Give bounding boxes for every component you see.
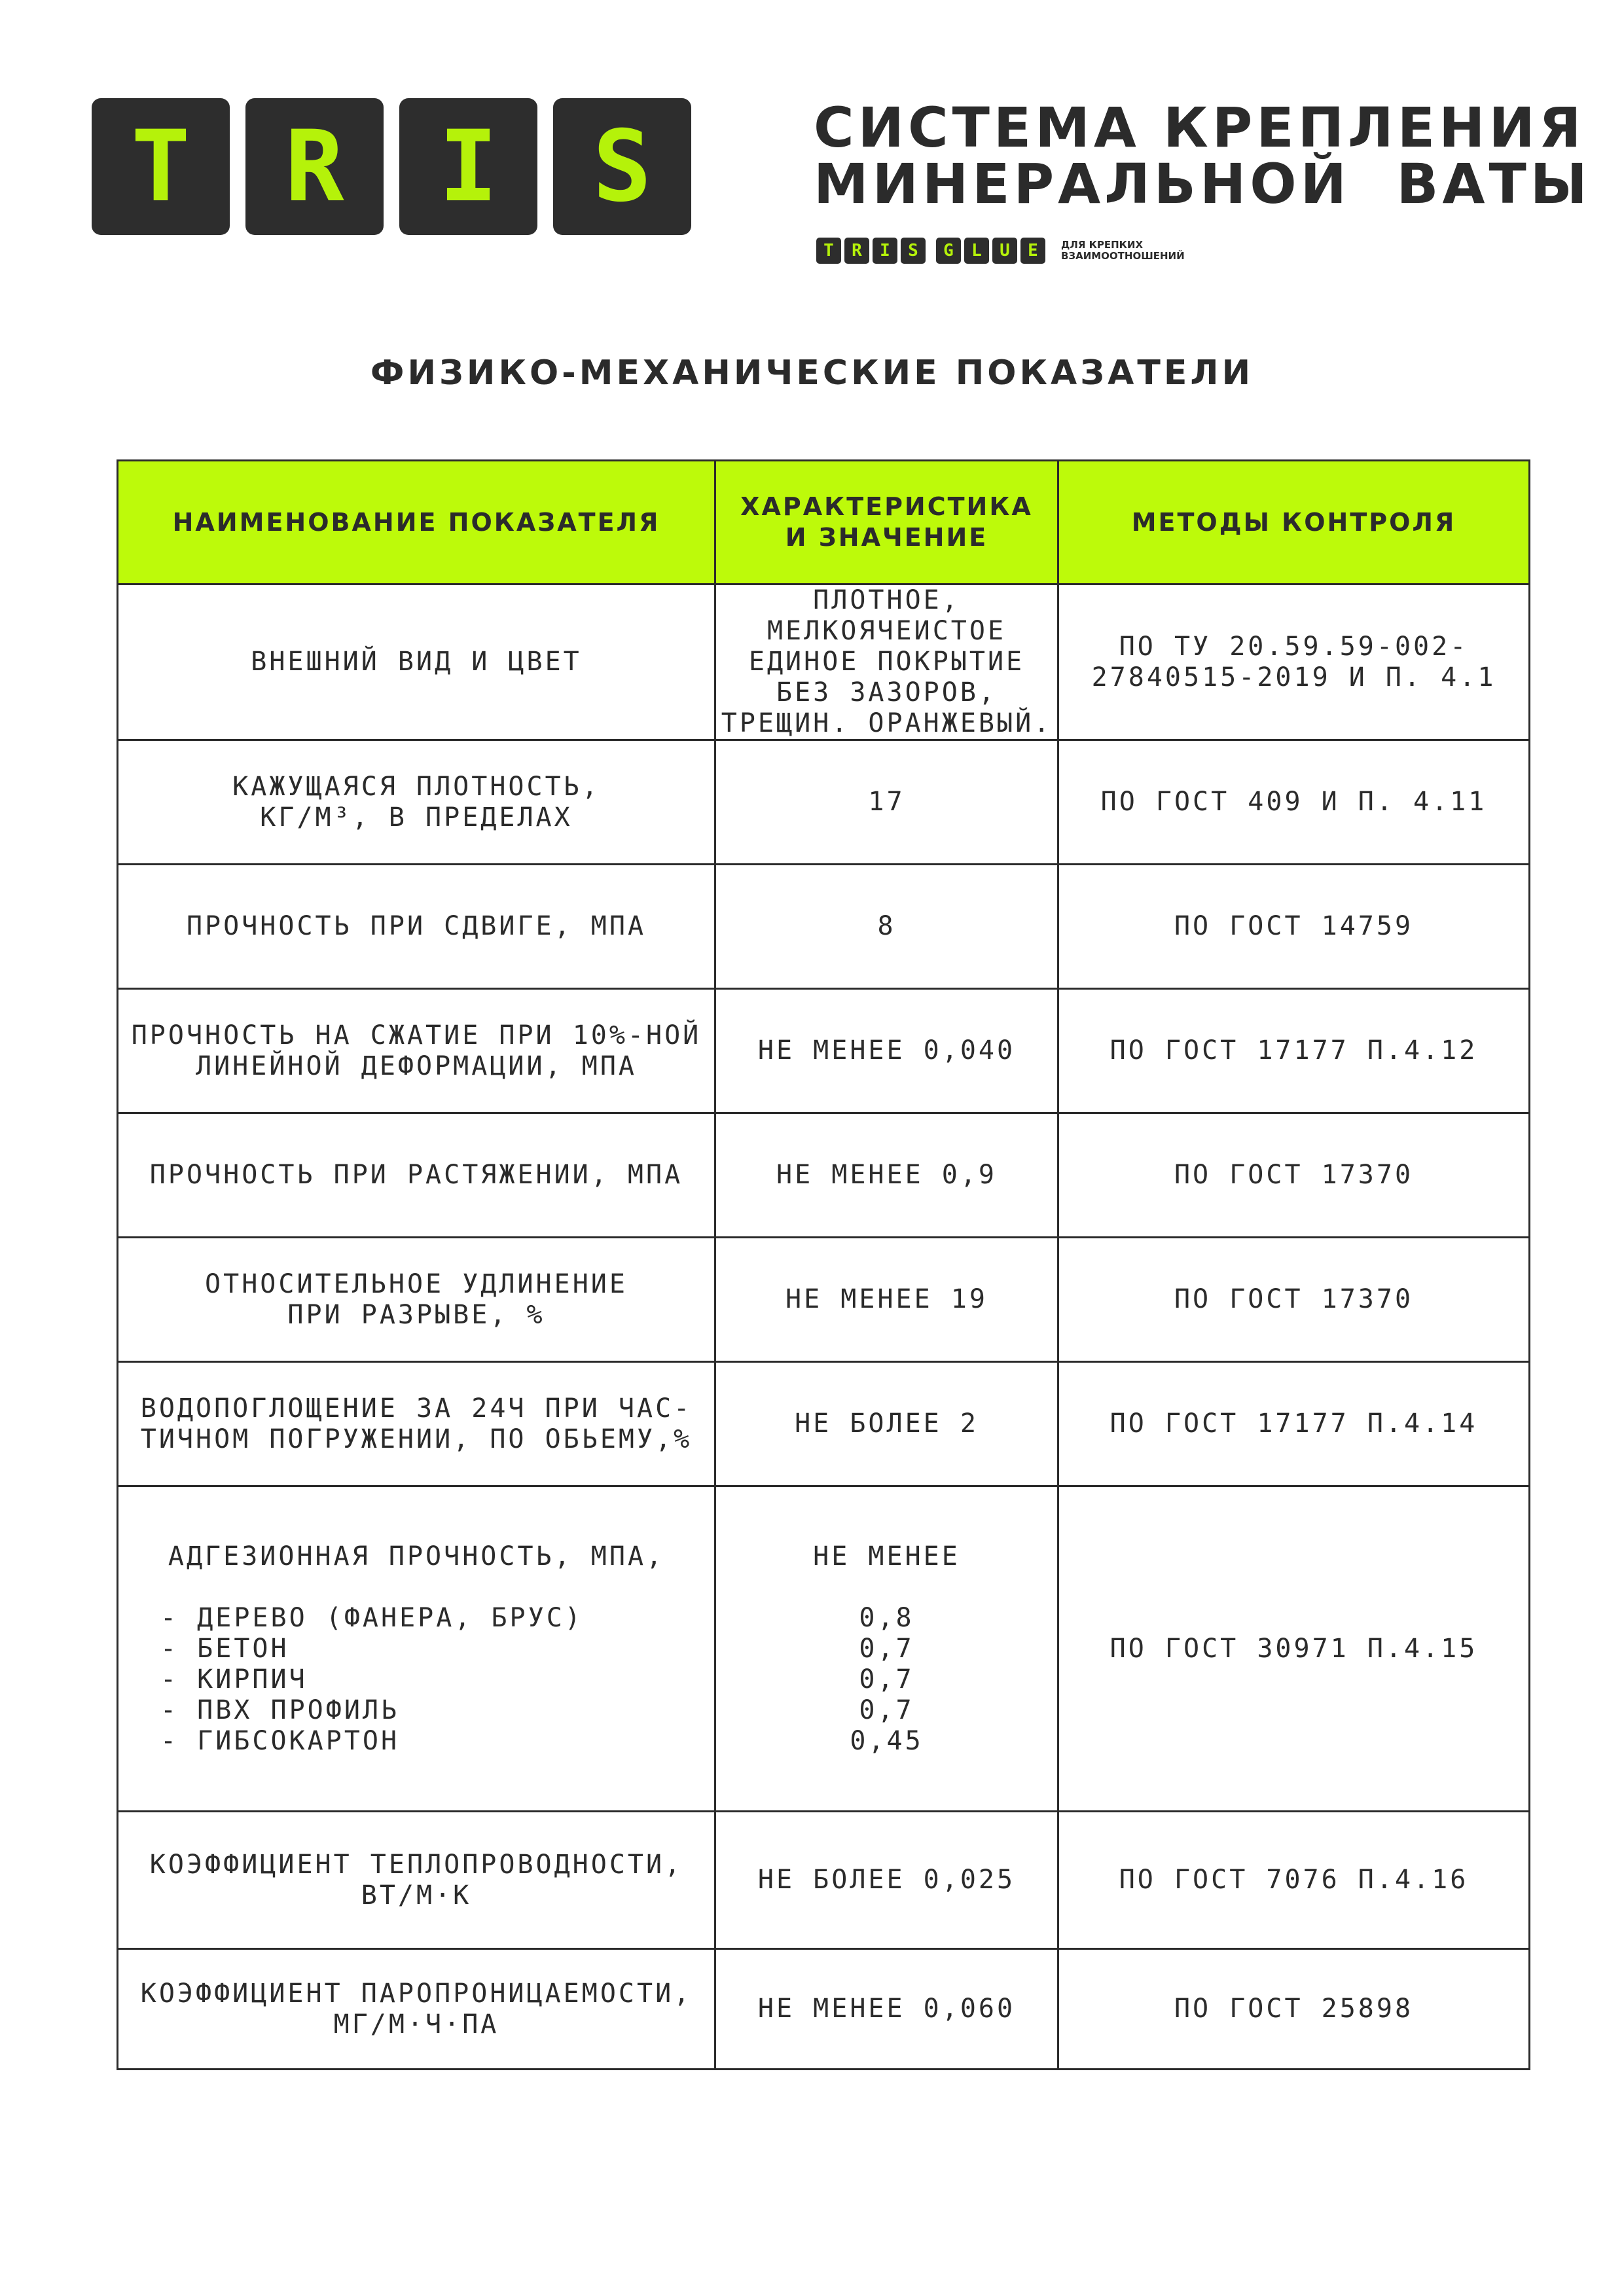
adhesion-values: 0,8 0,7 0,7 0,7 0,45 <box>850 1602 924 1756</box>
adhesion-value-header: НЕ МЕНЕЕ <box>813 1541 960 1571</box>
row-name: ОТНОСИТЕЛЬНОЕ УДЛИНЕНИЕ ПРИ РАЗРЫВЕ, % <box>118 1238 715 1362</box>
row-value: НЕ МЕНЕЕ 0,040 <box>715 989 1058 1113</box>
title-line-1: СИСТЕМА КРЕПЛЕНИЯ <box>814 96 1585 160</box>
row-method: ПО ГОСТ 7076 П.4.16 <box>1058 1812 1530 1949</box>
section-title: ФИЗИКО-МЕХАНИЧЕСКИЕ ПОКАЗАТЕЛИ <box>370 353 1254 393</box>
header-name: НАИМЕНОВАНИЕ ПОКАЗАТЕЛЯ <box>118 461 715 584</box>
row-name <box>118 1486 715 1812</box>
logo-tile-i: I <box>399 98 537 235</box>
row-value: ПЛОТНОЕ, МЕЛКОЯЧЕИСТОЕ ЕДИНОЕ ПОКРЫТИЕ БЕЗ ЗАЗОРОВ, ТРЕЩИН. ОРАНЖЕВЫЙ. <box>715 584 1058 740</box>
row-method: ПО ГОСТ 17177 П.4.14 <box>1058 1362 1530 1486</box>
row-value: НЕ МЕНЕЕ 0,9 <box>715 1113 1058 1238</box>
row-name: ПРОЧНОСТЬ ПРИ РАСТЯЖЕНИИ, МПА <box>118 1113 715 1238</box>
spec-table <box>117 459 1530 2070</box>
row-name: ВНЕШНИЙ ВИД И ЦВЕТ <box>118 584 715 740</box>
row-value <box>715 1486 1058 1812</box>
adhesion-materials: - ДЕРЕВО (ФАНЕРА, БРУС) - БЕТОН - КИРПИЧ - ПВХ ПРОФИЛЬ - ГИБСОКАРТОН <box>160 1602 583 1756</box>
tagline <box>1061 240 1212 262</box>
brand-tile: U <box>992 238 1017 264</box>
brand-tile: E <box>1020 238 1045 264</box>
table-row <box>118 1238 1530 1362</box>
row-name: КОЭФФИЦИЕНТ ТЕПЛОПРОВОДНОСТИ, ВТ/М·К <box>118 1812 715 1949</box>
brand-tiles-glue <box>936 238 1045 264</box>
row-method: ПО ГОСТ 409 И П. 4.11 <box>1058 740 1530 865</box>
row-value: НЕ БОЛЕЕ 2 <box>715 1362 1058 1486</box>
table-row <box>118 584 1530 740</box>
logo-tile-r: R <box>245 98 384 235</box>
table-row <box>118 989 1530 1113</box>
row-value: НЕ МЕНЕЕ 0,060 <box>715 1949 1058 2070</box>
adhesion-title: АДГЕЗИОННАЯ ПРОЧНОСТЬ, МПА, <box>168 1541 665 1571</box>
row-method: ПО ГОСТ 25898 <box>1058 1949 1530 2070</box>
logo-tile-s: S <box>553 98 691 235</box>
tagline-line-1: ДЛЯ КРЕПКИХ <box>1061 239 1144 251</box>
brand-tile: S <box>901 238 926 264</box>
table-row <box>118 1113 1530 1238</box>
brand-subline <box>816 238 1212 264</box>
row-name: ПРОЧНОСТЬ НА СЖАТИЕ ПРИ 10%-НОЙ ЛИНЕЙНОЙ ДЕФОРМАЦИИ, МПА <box>118 989 715 1113</box>
table-row <box>118 865 1530 989</box>
row-method: ПО ГОСТ 14759 <box>1058 865 1530 989</box>
row-name: КАЖУЩАЯСЯ ПЛОТНОСТЬ, КГ/М³, В ПРЕДЕЛАХ <box>118 740 715 865</box>
row-method: ПО ТУ 20.59.59-002- 27840515-2019 И П. 4.1 <box>1058 584 1530 740</box>
tris-logo <box>92 98 691 235</box>
row-value: НЕ БОЛЕЕ 0,025 <box>715 1812 1058 1949</box>
title-line-2: МИНЕРАЛЬНОЙ ВАТЫ <box>814 152 1591 216</box>
row-method: ПО ГОСТ 17370 <box>1058 1113 1530 1238</box>
row-value: 17 <box>715 740 1058 865</box>
row-name: ВОДОПОГЛОЩЕНИЕ ЗА 24Ч ПРИ ЧАС- ТИЧНОМ ПОГРУЖЕНИИ, ПО ОБЬЕМУ,% <box>118 1362 715 1486</box>
row-method: ПО ГОСТ 17177 П.4.12 <box>1058 989 1530 1113</box>
brand-tile: I <box>873 238 897 264</box>
brand-tile: L <box>964 238 989 264</box>
row-method: ПО ГОСТ 17370 <box>1058 1238 1530 1362</box>
table-row <box>118 1362 1530 1486</box>
brand-tiles-tris <box>816 238 926 264</box>
header-method: МЕТОДЫ КОНТРОЛЯ <box>1058 461 1530 584</box>
logo-tile-t: T <box>92 98 230 235</box>
table-row <box>118 1949 1530 2070</box>
row-value: НЕ МЕНЕЕ 19 <box>715 1238 1058 1362</box>
brand-tile: T <box>816 238 841 264</box>
row-name: ПРОЧНОСТЬ ПРИ СДВИГЕ, МПА <box>118 865 715 989</box>
brand-tile: R <box>844 238 869 264</box>
brand-tile: G <box>936 238 961 264</box>
header-value: ХАРАКТЕРИСТИКА И ЗНАЧЕНИЕ <box>715 461 1058 584</box>
document-title <box>814 96 1591 216</box>
row-name: КОЭФФИЦИЕНТ ПАРОПРОНИЦАЕМОСТИ, МГ/М·Ч·ПА <box>118 1949 715 2070</box>
tagline-line-2: ВЗАИМООТНОШЕНИЙ <box>1061 250 1185 262</box>
table-row <box>118 740 1530 865</box>
table-row-adhesion <box>118 1486 1530 1812</box>
row-method: ПО ГОСТ 30971 П.4.15 <box>1058 1486 1530 1812</box>
table-header-row <box>118 461 1530 584</box>
table-row <box>118 1812 1530 1949</box>
row-value: 8 <box>715 865 1058 989</box>
